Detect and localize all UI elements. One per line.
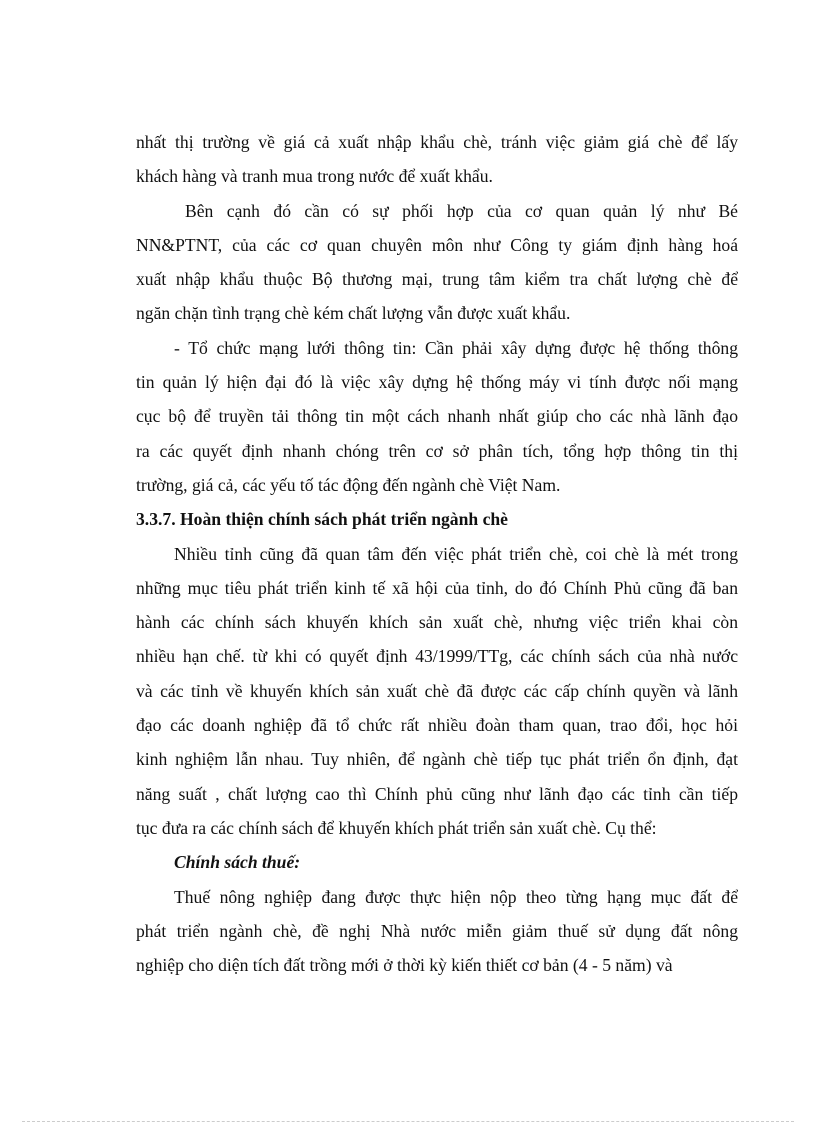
paragraph-line: tục đưa ra các chính sách để khuyến khích phát triển sản xuất chè. Cụ thể: [136,817,657,838]
paragraph-line: hành các chính sách khuyến khích sản xuất chè, nhưng việc triển khai còn [136,612,738,633]
paragraph-line: đạo các doanh nghiệp đã tổ chức rất nhiều đoàn tham quan, trao đổi, học hỏi [136,715,738,736]
paragraph-line: xuất nhập khẩu thuộc Bộ thương mại, trung tâm kiểm tra chất lượng chè để [136,269,738,290]
paragraph-line: Nhiều tỉnh cũng đã quan tâm đến việc phát triển chè, coi chè là mét trong [174,543,738,564]
paragraph-line: Thuế nông nghiệp đang được thực hiện nộp theo từng hạng mục đất để [174,886,738,907]
paragraph-line: cục bộ để truyền tải thông tin một cách nhanh nhất giúp cho các nhà lãnh đạo [136,406,738,427]
document-body [136,125,738,982]
paragraph-line: tin quản lý hiện đại đó là việc xây dựng hệ thống máy vi tính được nối mạng [136,372,738,393]
paragraph-line: nhất thị trường về giá cả xuất nhập khẩu chè, tránh việc giảm giá chè để lấy [136,132,738,152]
paragraph-line: ra các quyết định nhanh chóng trên cơ sở phân tích, tổng hợp thông tin thị [136,440,738,461]
paragraph-line: và các tỉnh về khuyến khích sản xuất chè đã được các cấp chính quyền và lãnh [136,680,738,701]
paragraph-line: trường, giá cả, các yếu tố tác động đến ngành chè Việt Nam. [136,474,561,495]
paragraph-line: phát triển ngành chè, đề nghị Nhà nước miễn giảm thuế sử dụng đất nông [136,920,738,941]
paragraph-line: ngăn chặn tình trạng chè kém chất lượng vẫn được xuất khẩu. [136,303,571,324]
paragraph-line: khách hàng và tranh mua trong nước để xuất khẩu. [136,166,493,187]
paragraph-line: Bên cạnh đó cần có sự phối hợp của cơ quan quản lý như Bé [185,200,738,221]
paragraph-line: NN&PTNT, của các cơ quan chuyên môn như Công ty giám định hàng hoá [136,234,738,255]
paragraph-line: nhiều hạn chế. từ khi có quyết định 43/1999/TTg, các chính sách của nhà nước [136,646,738,667]
paragraph-line: năng suất , chất lượng cao thì Chính phủ cũng như lãnh đạo các tỉnh cần tiếp [136,783,738,804]
paragraph-line: - Tổ chức mạng lưới thông tin: Cần phải xây dựng được hệ thống thông [174,337,738,358]
paragraph-line: kinh nghiệm lẫn nhau. Tuy nhiên, để ngành chè tiếp tục phát triển ổn định, đạt [136,749,738,770]
subsection-heading: Chính sách thuế: [174,852,301,873]
paragraph-line: nghiệp cho diện tích đất trồng mới ở thời kỳ kiến thiết cơ bản (4 - 5 năm) và [136,955,673,976]
section-heading: 3.3.7. Hoàn thiện chính sách phát triển ngành chè [136,509,508,530]
page-bottom-divider [22,1121,794,1122]
paragraph-line: những mục tiêu phát triển kinh tế xã hội của tỉnh, do đó Chính Phủ cũng đã ban [136,577,738,598]
